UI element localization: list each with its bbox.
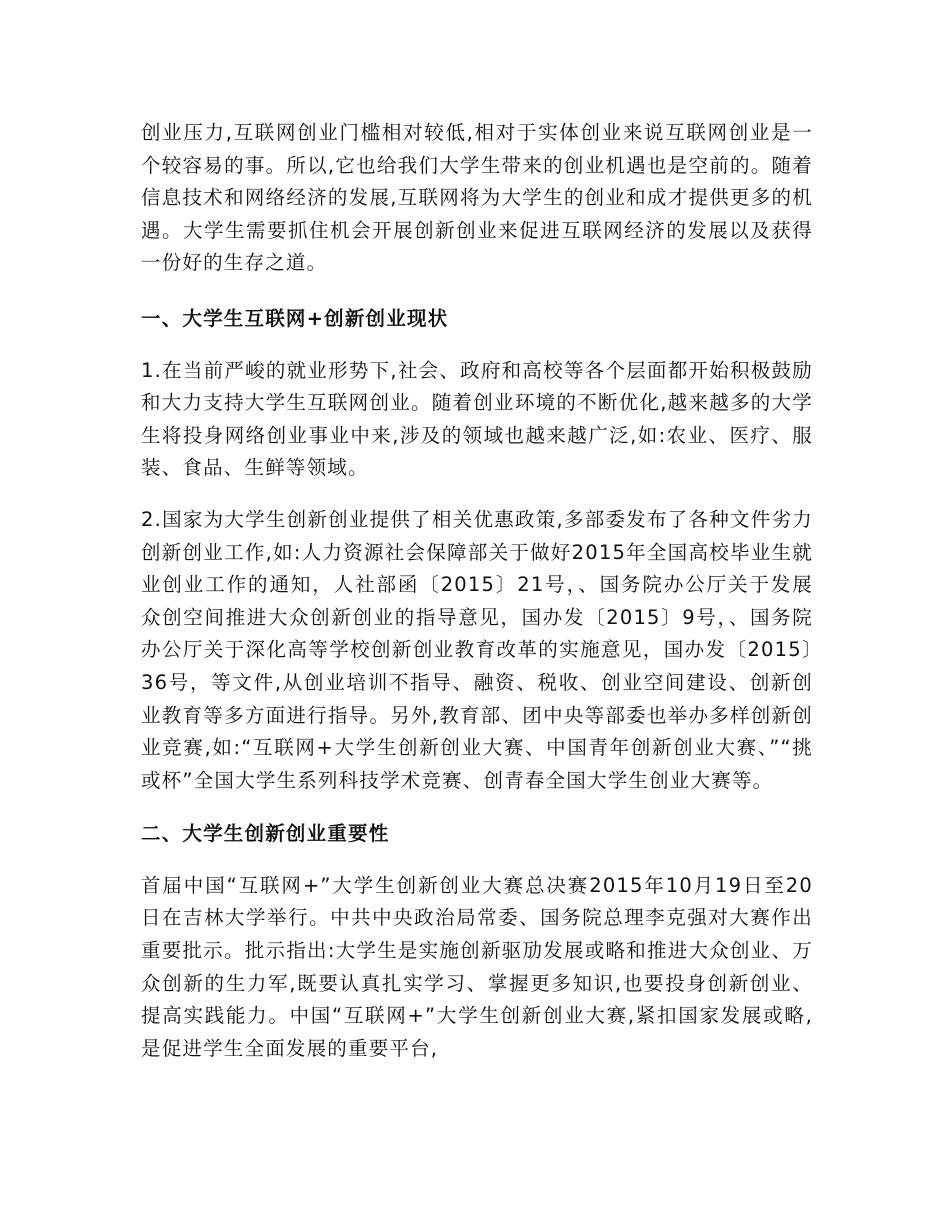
status-paragraph-1: 1.在当前严峻的就业形势下,社会、政府和高校等各个层面都开始积极鼓励和大力支持大学生互联网创业。随着创业环境的不断优化,越来越多的大学生将投身网络创业事业中来,涉及的领域也越来越广泛,如:农业、医疗、服装、食品、生鲜等领域。 (141, 358, 813, 480)
section-heading-status: 一、大学生互联网+创新创业现状 (141, 306, 449, 330)
document-page (141, 117, 813, 1065)
intro-paragraph: 创业压力,互联网创业门槛相对较低,相对于实体创业来说互联网创业是一个较容易的事。所以,它也给我们大学生带来的创业机遇也是空前的。随着信息技术和网络经济的发展,互联网将为大学生的创业和成才提供更多的机遇。大学生需要抓住机会开展创新创业来促进互联网经济的发展以及获得一份好的生存之道。 (141, 121, 813, 275)
status-paragraph-2: 2.国家为大学生创新创业提供了相关优惠政策,多部委发布了各种文件劣力创新创业工作,如:人力资源社会保障部关于做好2015年全国高校毕业生就业创业工作的通知，人社部函〔2015〕21号，、国务院办公厅关于发展众创空间推进大众创新创业的指导意见，国办发〔2015〕9号，、国务院办公厅关于深化高等学校创新创业教育改革的实施意见，国办发〔2015〕36号，等文件,从创业培训不指导、融资、税收、创业空间建设、创新创业教育等多方面进行指导。另外,教育部、团中央等部委也举办多样创新创业竞赛,如:“互联网+大学生创新创业大赛、中国青年创新创业大赛、”“挑或杯”全国大学生系列科技学术竞赛、创青春全国大学生创业大赛等。 (141, 507, 813, 792)
section-heading-importance: 二、大学生创新创业重要性 (141, 822, 390, 846)
importance-paragraph: 首届中国“互联网+”大学生创新创业大赛总决赛2015年10月19日至20日在吉林大学举行。中共中央政治局常委、国务院总理李克强对大赛作出重要批示。批示指出:大学生是实施创新驱劢发展或略和推进大众创业、万众创新的生力军,既要认真扎实学习、掌握更多知识,也要投身创新创业、提高实践能力。中国“互联网+”大学生创新创业大赛,紧扣国家发展或略,是促进学生全面发展的重要平台, (141, 873, 813, 1060)
